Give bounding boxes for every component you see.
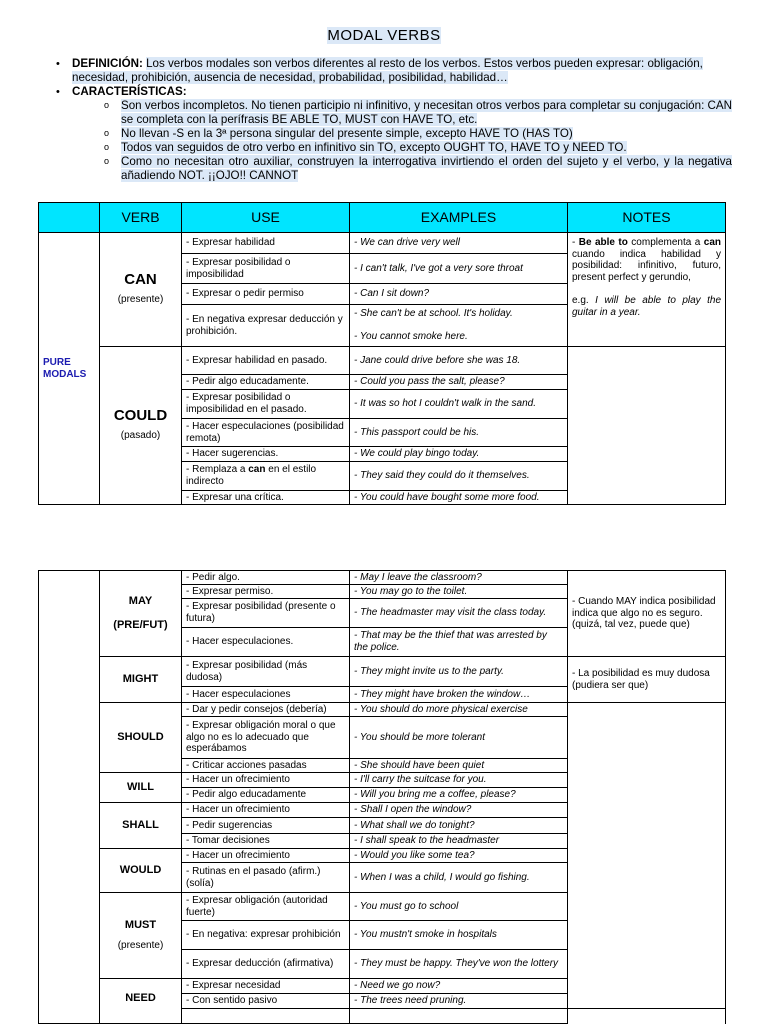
- characteristic-item: o Como no necesitan otro auxiliar, construyen la interrogativa invirtiendo el orden del sujeto y el verbo, y la negativa añadiendo NOT. ¡¡OJO!! CANNOT: [52, 155, 732, 183]
- header-verb: VERB: [100, 203, 182, 233]
- table-row: - Expresar o pedir permiso - Can I sit down?: [39, 284, 726, 305]
- header-blank: [39, 203, 100, 233]
- table-row: - Expresar deducción (afirmativa) - They must be happy. They've won the lottery: [39, 950, 726, 979]
- table-row: - Expresar posibilidad o imposibilidad - I can't talk, I've got a very sore throat: [39, 254, 726, 284]
- table-row: - Expresar permiso. - You may go to the toilet.: [39, 585, 726, 599]
- table-row: COULD (pasado) - Expresar habilidad en pasado. - Jane could drive before she was 18.: [39, 347, 726, 375]
- table-row: - Hacer especulaciones - They might have broken the window…: [39, 687, 726, 703]
- table-row: - Pedir algo educadamente - Will you bring me a coffee, please?: [39, 788, 726, 803]
- verb-need: NEED: [100, 979, 182, 1024]
- verb-could: COULD (pasado): [100, 347, 182, 505]
- table-row: - Rutinas en el pasado (afirm.) (solía) - When I was a child, I would go fishing.: [39, 863, 726, 893]
- characteristic-item: o Son verbos incompletos. No tienen participio ni infinitivo, y necesitan otros verbos para completar su conjugación: CAN se completa con la perífrasis BE ABLE TO, MUST con HAVE TO, etc.: [52, 99, 732, 127]
- definition-text: Los verbos modales son verbos diferentes al resto de los verbos. Estos verbos pueden expresar: obligación, necesidad, prohibición, ausencia de necesidad, probabilidad, posibilidad, habilidad…: [72, 57, 703, 84]
- table-row: - Con sentido pasivo - The trees need pruning.: [39, 994, 726, 1009]
- table-row: NEED - Expresar necesidad - Need we go now?: [39, 979, 726, 994]
- verb-can: CAN (presente): [100, 233, 182, 347]
- characteristics-item: [52, 85, 732, 99]
- table-row: - Tomar decisiones - I shall speak to the headmaster: [39, 834, 726, 849]
- group-label: PURE MODALS: [39, 233, 100, 505]
- table-row: MIGHT - Expresar posibilidad (más dudosa) - They might invite us to the party. - La posibilidad es muy dudosa (pudiera ser que): [39, 657, 726, 687]
- table-row: - En negativa: expresar prohibición - You mustn't smoke in hospitals: [39, 921, 726, 950]
- table-row: - Pedir sugerencias - What shall we do tonight?: [39, 818, 726, 834]
- verb-should: SHOULD: [100, 703, 182, 773]
- verb-shall: SHALL: [100, 803, 182, 849]
- characteristics-label: CARACTERÍSTICAS:: [72, 85, 187, 98]
- header-notes: NOTES: [568, 203, 726, 233]
- modal-table-2: [38, 570, 726, 1024]
- table-row: - Hacer especulaciones (posibilidad remota) - This passport could be his.: [39, 419, 726, 447]
- table-row: SHALL - Hacer un ofrecimiento - Shall I open the window?: [39, 803, 726, 818]
- note-may: - Cuando MAY indica posibilidad indica que algo no es seguro. (quizá, tal vez, puede que): [568, 571, 726, 657]
- intro-section: [52, 57, 732, 183]
- group-blank: [39, 571, 100, 1024]
- table-row: - Hacer especulaciones. - That may be the thief that was arrested by the police.: [39, 628, 726, 657]
- table-row: - Hacer sugerencias. - We could play bingo today.: [39, 447, 726, 462]
- table-row: WOULD - Hacer un ofrecimiento - Would you like some tea?: [39, 849, 726, 863]
- characteristic-item: o Todos van seguidos de otro verbo en infinitivo sin TO, excepto OUGHT TO, HAVE TO y NEED TO.: [52, 141, 732, 155]
- verb-must: MUST (presente): [100, 893, 182, 979]
- modal-table-pure: [38, 202, 726, 505]
- table-row: - Remplaza a can en el estilo indirecto - They said they could do it themselves.: [39, 462, 726, 491]
- verb-would: WOULD: [100, 849, 182, 893]
- header-examples: EXAMPLES: [350, 203, 568, 233]
- note-can: - Be able to complementa a can cuando indica habilidad y posibilidad: infinitivo, futuro, present perfect y gerundio, e.g. I will be able to play the guitar in a year.: [568, 233, 726, 347]
- verb-might: MIGHT: [100, 657, 182, 703]
- table-row: - Criticar acciones pasadas - She should have been quiet: [39, 759, 726, 773]
- header-use: USE: [182, 203, 350, 233]
- note-empty: [568, 703, 726, 1009]
- table-row: - Expresar una crítica. - You could have bought some more food.: [39, 491, 726, 505]
- table-row: PURE MODALS CAN (presente) - Expresar habilidad - We can drive very well - Be able to complementa a can cuando indica habilidad y posibilidad: infinitivo, futuro, present perfect y gerundio, e.g. I will be able to play the guitar in a year.: [39, 233, 726, 254]
- characteristic-item: o No llevan -S en la 3ª persona singular del presente simple, excepto HAVE TO (HAS TO): [52, 127, 732, 141]
- page-title: MODAL VERBS: [327, 27, 441, 44]
- table-row: MUST (presente) - Expresar obligación (autoridad fuerte) - You must go to school: [39, 893, 726, 921]
- definition-label: DEFINICIÓN:: [72, 57, 143, 70]
- table-row: - Expresar obligación moral o que algo no es lo adecuado que esperábamos - You should be more tolerant: [39, 717, 726, 759]
- note-could-empty: [568, 347, 726, 505]
- table-row: - Pedir algo educadamente. - Could you pass the salt, please?: [39, 375, 726, 390]
- table-row: MAY (PRE/FUT) - Pedir algo. - May I leave the classroom? - Cuando MAY indica posibilidad indica que algo no es seguro. (quizá, tal vez, puede que): [39, 571, 726, 585]
- verb-will: WILL: [100, 773, 182, 803]
- definition-item: [52, 57, 732, 85]
- table-row: - En negativa expresar deducción y prohibición. - She can't be at school. It's holiday. - You cannot smoke here.: [39, 305, 726, 347]
- table-row: WILL - Hacer un ofrecimiento - I'll carry the suitcase for you.: [39, 773, 726, 788]
- verb-may: MAY (PRE/FUT): [100, 571, 182, 657]
- table-row: SHOULD - Dar y pedir consejos (debería) - You should do more physical exercise: [39, 703, 726, 717]
- note-might: - La posibilidad es muy dudosa (pudiera ser que): [568, 657, 726, 703]
- table-row: - Expresar posibilidad (presente o futura) - The headmaster may visit the class today.: [39, 599, 726, 628]
- table-row: - Expresar posibilidad o imposibilidad en el pasado. - It was so hot I couldn't walk in the sand.: [39, 390, 726, 419]
